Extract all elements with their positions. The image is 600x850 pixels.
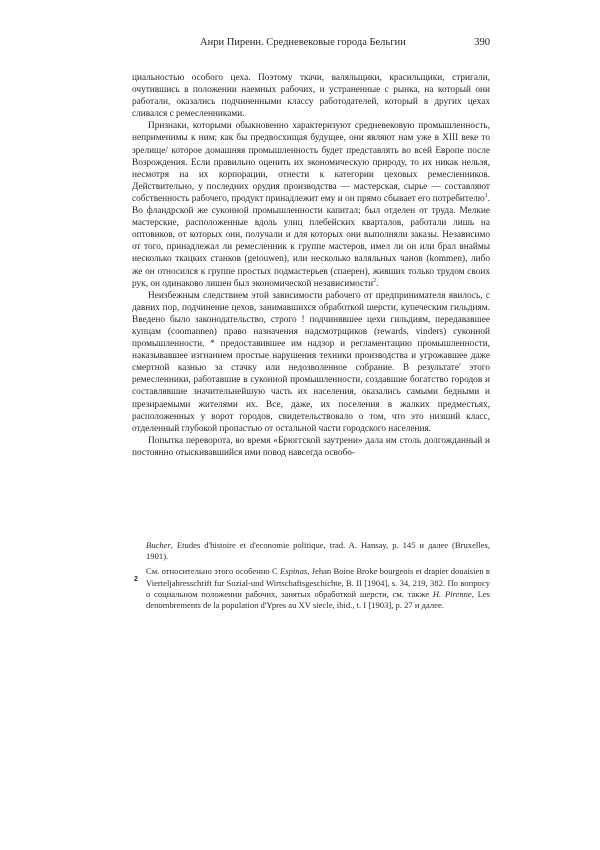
footnote-author: H. Pirenne (432, 588, 472, 599)
footnote-text: , Les denombrements de la population d'Ypres au XV siecle, ibid., t. I [1903], p. 27 и далее. (146, 588, 490, 611)
running-title: Анри Пиренн. Средневековые города Бельгии (200, 37, 406, 48)
footnote-author: Bucher (146, 540, 171, 550)
paragraph-text: . Во фландрской же суконной промышленности капитал; был отделен от труда. Мелкие мастерские, расположенные вдоль улиц плебейских кварталов, работали лишь на оптовиков, от которых они, получали и для которых они выполняли заказы. Независимо от того, принадлежал ли ремесленник к группе мастеров, имел ли он или брал внаймы несколько ткацких станков (getouwen), или несколько валяльных чанов (kommen), либо же он относился к группе простых подмастерьев (спаерен), живших только трудом своих рук, он одинаково лишен был экономической независимости (132, 193, 490, 289)
footnote-text: См. относительно этого особенно С (146, 566, 281, 577)
paragraph (132, 120, 490, 289)
footnote-text: , Jehan Boine Broke bourgeois et drapier douaisien в Vierteljahresschrift fur Sozial-und Wirtschaftsgeschichte, B. II [1904], s. 34, 219, 382. По вопросу о социальном положении рабочих, занятых обработкой шерсти, см. также (146, 566, 490, 599)
footnote-text: , Etudes d'histoire et d'economie politique, trad. A. Hansay, p. 145 и далее (Bruxelles, 1901). (146, 540, 490, 562)
page-number: 390 (474, 37, 490, 48)
paragraph-text: Попытка переворота, во время «Брюггской заутрени» дала им столь долгожданный и постоянно отыскивавшийся ими повод навсегда освобо- (132, 435, 490, 458)
paragraph (132, 72, 490, 120)
paragraph-text: Признаки, которыми обыкновенно характеризуют средневековую промышленность, неприменимы к ним; как бы предвосхищая будущее, они являют нам уже в XIII веке то зрелище/ которое домашняя промышленность будет представлять во всей Европе после Возрождения. Если правильно оценить их экономическую природу, то их никак нельзя, несмотря на их корпорации, отнести к категории цеховых ремесленников. Действительно, у последних орудия производства — мастерская, сырье — составляют собственность рабочего, продукт принадлежит ему и он прямо сбывает его потребителю (132, 121, 490, 204)
footnotes (132, 540, 490, 615)
main-text (132, 72, 490, 459)
footnote-ref[interactable]: 2 (373, 277, 377, 284)
paragraph-text: . (376, 278, 379, 289)
paragraph (132, 435, 490, 459)
footnote-author: Espinas (280, 566, 308, 577)
footnote-1 (146, 540, 490, 562)
footnote-marker: 2 (134, 576, 138, 584)
footnote-ref[interactable]: 1 (484, 192, 488, 199)
paragraph-text: циальностью особого цеха. Поэтому ткачи, валяльщики, красильщики, стригали, очутившись в положении наемных рабочих, и устраненные с рынка, на который они работали, оказались подчиненными классу работодателей, который в других цехах сливался с ремесленниками. (132, 73, 490, 120)
footnote-2 (134, 566, 490, 611)
paragraph-text: Неизбежным следствием этой зависимости рабочего от предпринимателя явилось, с давних пор, подчинение цехов, занимавшихся обработкой шерсти, купеческим гильдиям. Введено было законодательство, строго ! подчинявшее цехи гильдиям, передававшее купцам (coomannen) право назначения надсмотрщиков (rewards, vinders) суконной промышленности, * предоставившее им надзор и регламентацию промышленности, наказывавшее изгнанием простые нарушения техники производства и угрожавшее даже смертной казнью за стачку или недозволенное собрание. В результате' этого ремесленники, работавшие в суконной промышленности, создавшие богатство городов и составлявшие значительнейшую часть их населения, оказались самыми бедными и презираемыми жителями их. Все, даже, их поселения в жалких предместьях, расположенных у ворот городов, свидетельствовало о том, что это низший класс, отделенный глубокой пропастью от остальной части городского населения. (132, 290, 490, 434)
paragraph (132, 290, 490, 435)
